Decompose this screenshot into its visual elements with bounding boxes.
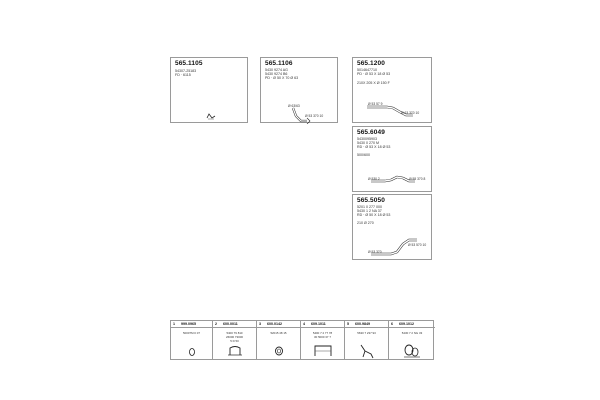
part-card-565-5050 [352,194,432,260]
pipe-diameter-label: Ø 55 370 8 [409,177,426,181]
part-code: 600.9849 [355,322,370,326]
part-index: 6 [391,322,393,326]
part-index: 1 [173,322,175,326]
accessory-part-cell [345,321,389,359]
part-ref-line: 5201 0 277 000 [357,205,382,209]
ring-drawing [257,321,301,361]
part-index: 3 [259,322,261,326]
part-code: 999.0965 [181,322,196,326]
part-code: 609.1011 [311,322,326,326]
part-ref-line: 50007M 0 07 [183,331,200,335]
gasket-drawing [171,321,213,361]
accessory-part-cell [213,321,257,359]
part-index: 4 [303,322,305,326]
exhaust-pipe-drawing [261,58,339,124]
part-application-note: 210X 205 X Ø 150 F [357,81,390,85]
part-ref-line: 52015 48 15 [270,331,287,335]
exhaust-pipe-drawing [353,58,433,124]
part-ref-line: 5 D 50 [230,339,239,343]
part-application-note: 210 Ø 270 [357,221,374,225]
part-code: 565.5050 [357,197,385,204]
pipe-diameter-label: Ø 53 570 10 [408,243,427,247]
part-ref-line: 30 5000 37 7 [314,335,331,339]
part-ref-line: RD · Ø 50 X 18 Ø 53 [357,213,391,217]
part-ref-line: 5430 0 270 M [357,141,379,145]
pipe-diameter-label: Ø 53 370 10 [305,114,324,118]
part-ref-line: 54307-25183 [175,69,197,73]
hanger-drawing [345,321,389,361]
part-code: 565.1105 [175,60,203,67]
pipe-diameter-label: Ø 63/63 [288,104,300,108]
pipe-diameter-label: Ø 63 370 10 [401,111,420,115]
part-card-565-6049 [352,126,432,192]
part-ref-line: 5430 1 2 NA 37 [357,209,382,213]
part-ref-line: 5430 7 2 NG 33 [401,331,423,335]
pipe-diameter-label: Ø 53 57 9 [368,102,383,106]
part-index: 2 [215,322,217,326]
accessory-part-cell [257,321,301,359]
part-ref-line: 5630 7 237 93 [357,331,376,335]
part-code: 565.6049 [357,129,385,136]
accessory-part-cell [301,321,345,359]
accessory-parts-strip [170,320,434,360]
part-ref-line: 5400 7 2 77 78 [312,331,333,335]
part-card-565-1106 [260,57,338,123]
flange-kit-drawing [389,321,435,361]
part-ref-line: RD · Ø 53 X 18 Ø 53 [357,145,391,149]
part-code: 565.1200 [357,60,385,67]
part-ref-line: 5430095903 [357,137,377,141]
accessory-part-cell [171,321,213,359]
part-code: 565.1106 [265,60,293,67]
part-code: 609.1012 [399,322,414,326]
clamp-drawing [213,321,257,361]
part-application-note: 500/600 [357,153,370,157]
part-ref-line: 5400 79 810 [226,331,243,335]
part-index: 5 [347,322,349,326]
clamp-drawing [171,58,249,124]
pipe-diameter-label: Ø 53 370 [368,250,382,254]
part-card-565-1105 [170,57,248,123]
part-code: 600.0142 [267,322,282,326]
part-code: 600.0011 [223,322,238,326]
part-ref-line: 5430 9274 B6 [265,72,288,76]
part-ref-line: 26000 73000 [226,335,243,339]
pipe-diameter-label: Ø 530 2 [368,177,380,181]
part-ref-line: PD · Ø 53 X 18 Ø 53 [357,72,391,76]
part-ref-line: 5430 9274 AG [265,68,288,72]
exhaust-pipe-drawing [353,127,433,193]
part-ref-line: PD · Ø 50 X 70 Ø 63 [265,76,299,80]
bracket-drawing [301,321,345,361]
accessory-part-cell [389,321,435,359]
part-ref-line: 5014647710 [357,68,377,72]
exhaust-pipe-drawing [353,195,433,261]
part-ref-line: FD · 6115 [175,73,191,77]
part-card-565-1200 [352,57,432,123]
